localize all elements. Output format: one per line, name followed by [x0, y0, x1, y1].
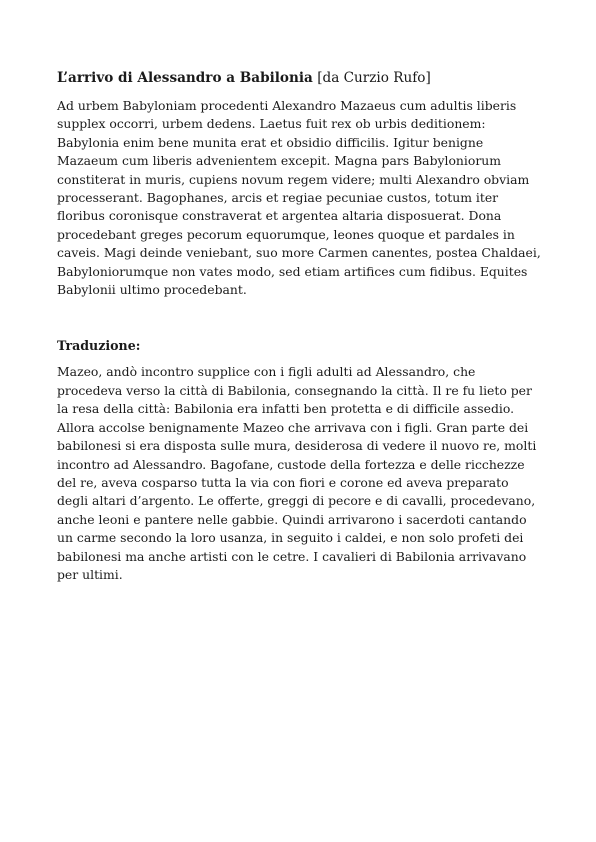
title-main: L’arrivo di Alessandro a Babilonia: [57, 70, 313, 86]
title-source: [da Curzio Rufo]: [317, 70, 431, 86]
translation-paragraph: Mazeo, andò incontro supplice con i figli adulti ad Alessandro, che procedeva verso la città di Babilonia, consegnando la città. Il re fu lieto per la resa della città: Babilonia era infatti ben protetta e di difficile assedio. Allora accolse benignamente Mazeo che arrivava con i figli. Gran parte dei babilonesi si era disposta sulle mura, desiderosa di vedere il nuovo re, molti incontro ad Alessandro. Bagofane, custode della fortezza e delle ricchezze del re, aveva cosparso tutta la via con fiori e corone ed aveva preparato degli altari d’argento. Le offerte, greggi di pecore e di cavalli, procedevano, anche leoni e pantere nelle gabbie. Quindi arrivarono i sacerdoti cantando un carme secondo la loro usanza, in seguito i caldei, e non solo profeti dei babilonesi ma anche artisti con le cetre. I cavalieri di Babilonia arrivavano per ultimi.: [57, 364, 537, 582]
translation-heading: Traduzione:: [57, 338, 141, 354]
document-title: [57, 68, 541, 88]
latin-paragraph: Ad urbem Babyloniam procedenti Alexandro Mazaeus cum adultis liberis supplex occorri, urbem dedens. Laetus fuit rex ob urbis deditionem: Babylonia enim bene munita erat et obsidio difficilis. Igitur benigne Mazaeum cum liberis advenientem excepit. Magna pars Babyloniorum constiterat in muris, cupiens novum regem videre; multi Alexandro obviam processerant. Bagophanes, arcis et regiae pecuniae custos, totum iter floribus coronisque constraverat et argentea altaria disposuerat. Dona procedebant greges pecorum equorumque, leones quoque et pardales in caveis. Magi deinde veniebant, suo more Carmen canentes, postea Chaldaei, Babyloniorumque non vates modo, sed etiam artifices cum fidibus. Equites Babylonii ultimo procedebant.: [57, 98, 541, 298]
document-body: [57, 68, 541, 584]
